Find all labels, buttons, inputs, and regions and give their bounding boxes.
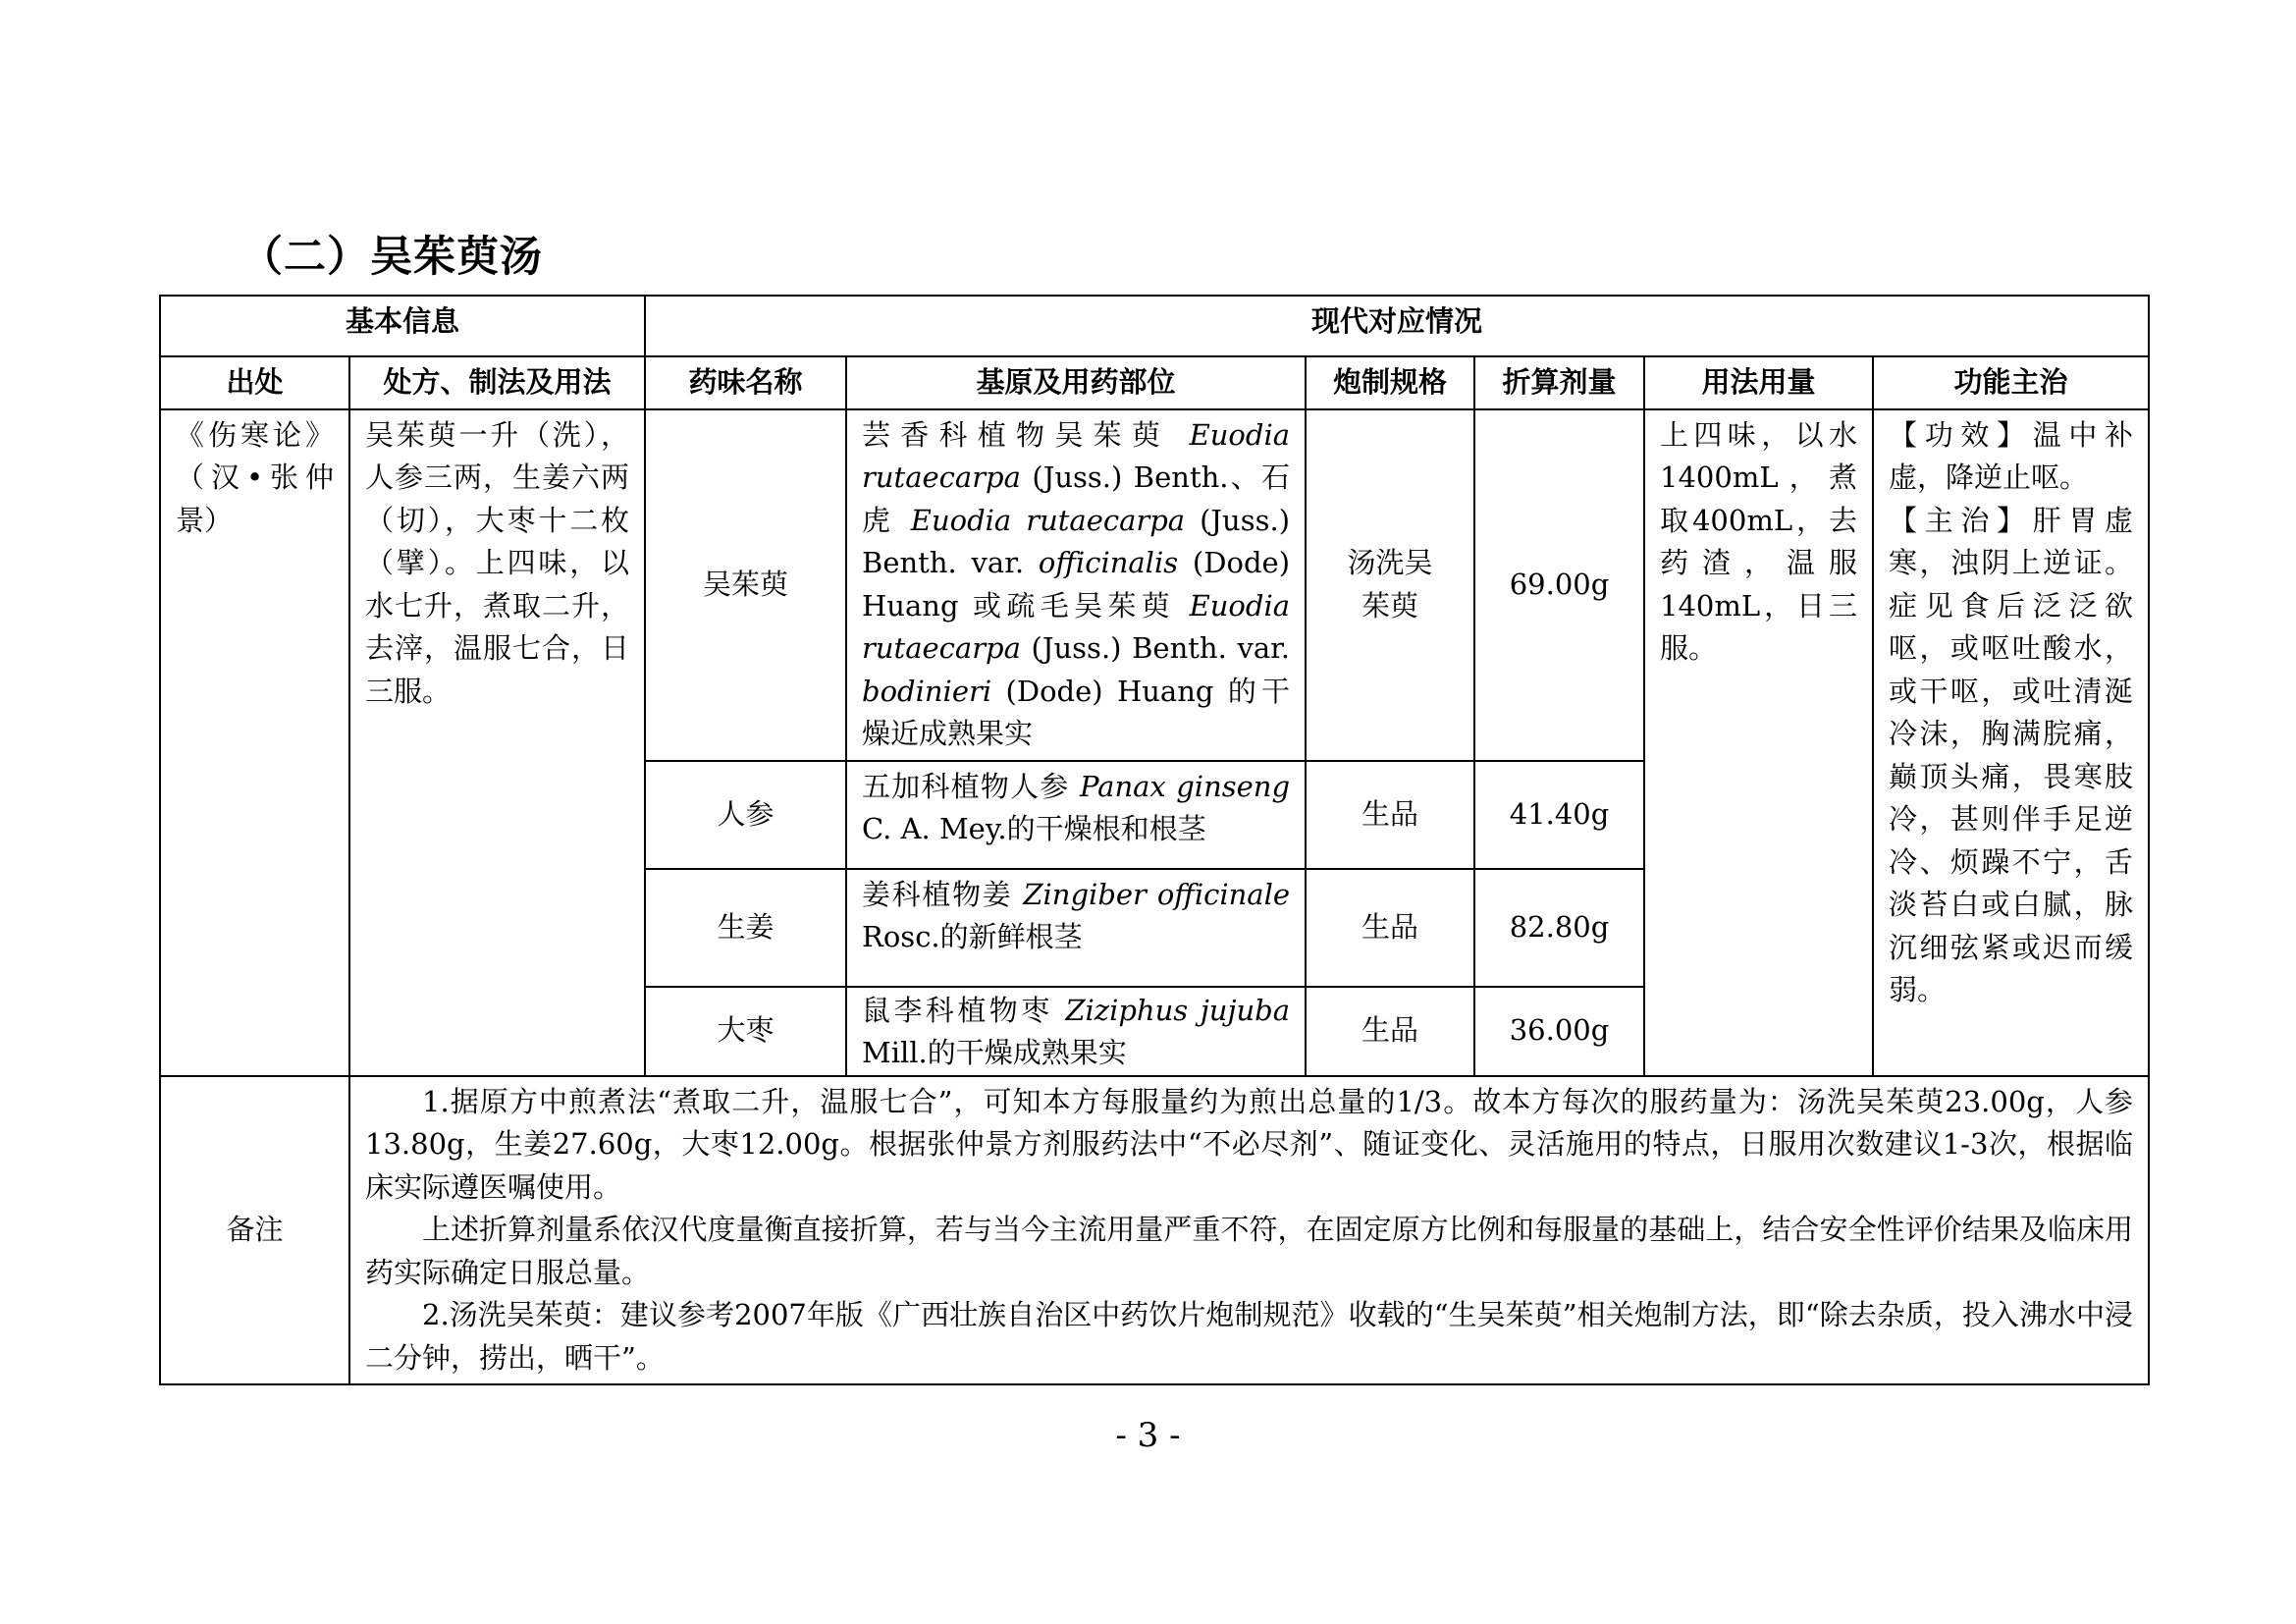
function-cell [1873, 409, 2149, 1076]
note-paragraph: 1.据原方中煎煮法“煮取二升，温服七合”，可知本方每服量约为煎出总量的1/3。故本方每次的服药量为：汤洗吴茱萸23.00g，人参13.80g，生姜27.60g，大枣12.00g。根据张仲景方剂服药法中“不必尽剂”、随证变化、灵活施用的特点，日服用次数建议1-3次，根据临床实际遵医嘱使用。 [365, 1084, 2134, 1204]
herb-processing: 汤洗吴茱萸 [1306, 409, 1474, 761]
header-basic-info: 基本信息 [160, 296, 645, 356]
herb-dose: 82.80g [1474, 869, 1644, 987]
source-cell: 《伤寒论》（汉•张仲景） [160, 409, 349, 1076]
notes-row [160, 1076, 2149, 1385]
herb-origin: 芸香科植物吴茱萸 Euodia rutaecarpa (Juss.) Benth.、石虎 Euodia rutaecarpa (Juss.) Benth. var. officinalis (Dode) Huang 或疏毛吴茱萸 Euodia rutaecarpa (Juss.) Benth. var. bodinieri (Dode) Huang 的干燥近成熟果实 [846, 409, 1306, 761]
herb-row [160, 409, 2149, 761]
col-header-source: 出处 [160, 356, 349, 409]
col-header-herb-name: 药味名称 [645, 356, 846, 409]
page-number: - 3 - [1115, 1416, 1181, 1455]
herb-origin: 姜科植物姜 Zingiber officinale Rosc.的新鲜根茎 [846, 869, 1306, 987]
usage-cell: 上四味，以水1400mL，煮取400mL，去药渣，温服140mL，日三服。 [1644, 409, 1873, 1076]
function-efficacy: 【功效】温中补虚，降逆止呕。 [1889, 417, 2134, 494]
col-header-processing: 炮制规格 [1306, 356, 1474, 409]
herb-dose: 36.00g [1474, 987, 1644, 1076]
formula-table [159, 295, 2150, 1385]
herb-processing: 生品 [1306, 987, 1474, 1076]
herb-processing: 生品 [1306, 869, 1474, 987]
notes-content [349, 1076, 2149, 1385]
herb-name: 大枣 [645, 987, 846, 1076]
herb-origin: 五加科植物人参 Panax ginseng C. A. Mey.的干燥根和根茎 [846, 761, 1306, 869]
col-header-prescription: 处方、制法及用法 [349, 356, 645, 409]
herb-dose: 69.00g [1474, 409, 1644, 761]
herb-origin: 鼠李科植物枣 Ziziphus jujuba Mill.的干燥成熟果实 [846, 987, 1306, 1076]
col-header-dose: 折算剂量 [1474, 356, 1644, 409]
section-title: （二）吴茱萸汤 [240, 233, 543, 282]
note-paragraph: 上述折算剂量系依汉代度量衡直接折算，若与当今主流用量严重不符，在固定原方比例和每服量的基础上，结合安全性评价结果及临床用药实际确定日服总量。 [365, 1213, 2134, 1289]
col-header-usage: 用法用量 [1644, 356, 1873, 409]
note-paragraph: 2.汤洗吴茱萸：建议参考2007年版《广西壮族自治区中药饮片炮制规范》收载的“生吴茱萸”相关炮制方法，即“除去杂质，投入沸水中浸二分钟，捞出，晒干”。 [365, 1298, 2134, 1375]
col-header-function: 功能主治 [1873, 356, 2149, 409]
herb-processing: 生品 [1306, 761, 1474, 869]
herb-name: 吴茱萸 [645, 409, 846, 761]
herb-name: 生姜 [645, 869, 846, 987]
col-header-origin-part: 基原及用药部位 [846, 356, 1306, 409]
function-indication: 【主治】肝胃虚寒，浊阴上逆证。症见食后泛泛欲呕，或呕吐酸水，或干呕，或吐清涎冷沫，胸满脘痛，巅顶头痛，畏寒肢冷，甚则伴手足逆冷、烦躁不宁，舌淡苔白或白腻，脉沉细弦紧或迟而缓弱。 [1889, 503, 2134, 1006]
herb-dose: 41.40g [1474, 761, 1644, 869]
header-modern-info: 现代对应情况 [645, 296, 2149, 356]
prescription-cell: 吴茱萸一升（洗），人参三两，生姜六两（切），大枣十二枚（擘）。上四味，以水七升，煮取二升，去滓，温服七合，日三服。 [349, 409, 645, 1076]
notes-label: 备注 [160, 1076, 349, 1385]
herb-name: 人参 [645, 761, 846, 869]
